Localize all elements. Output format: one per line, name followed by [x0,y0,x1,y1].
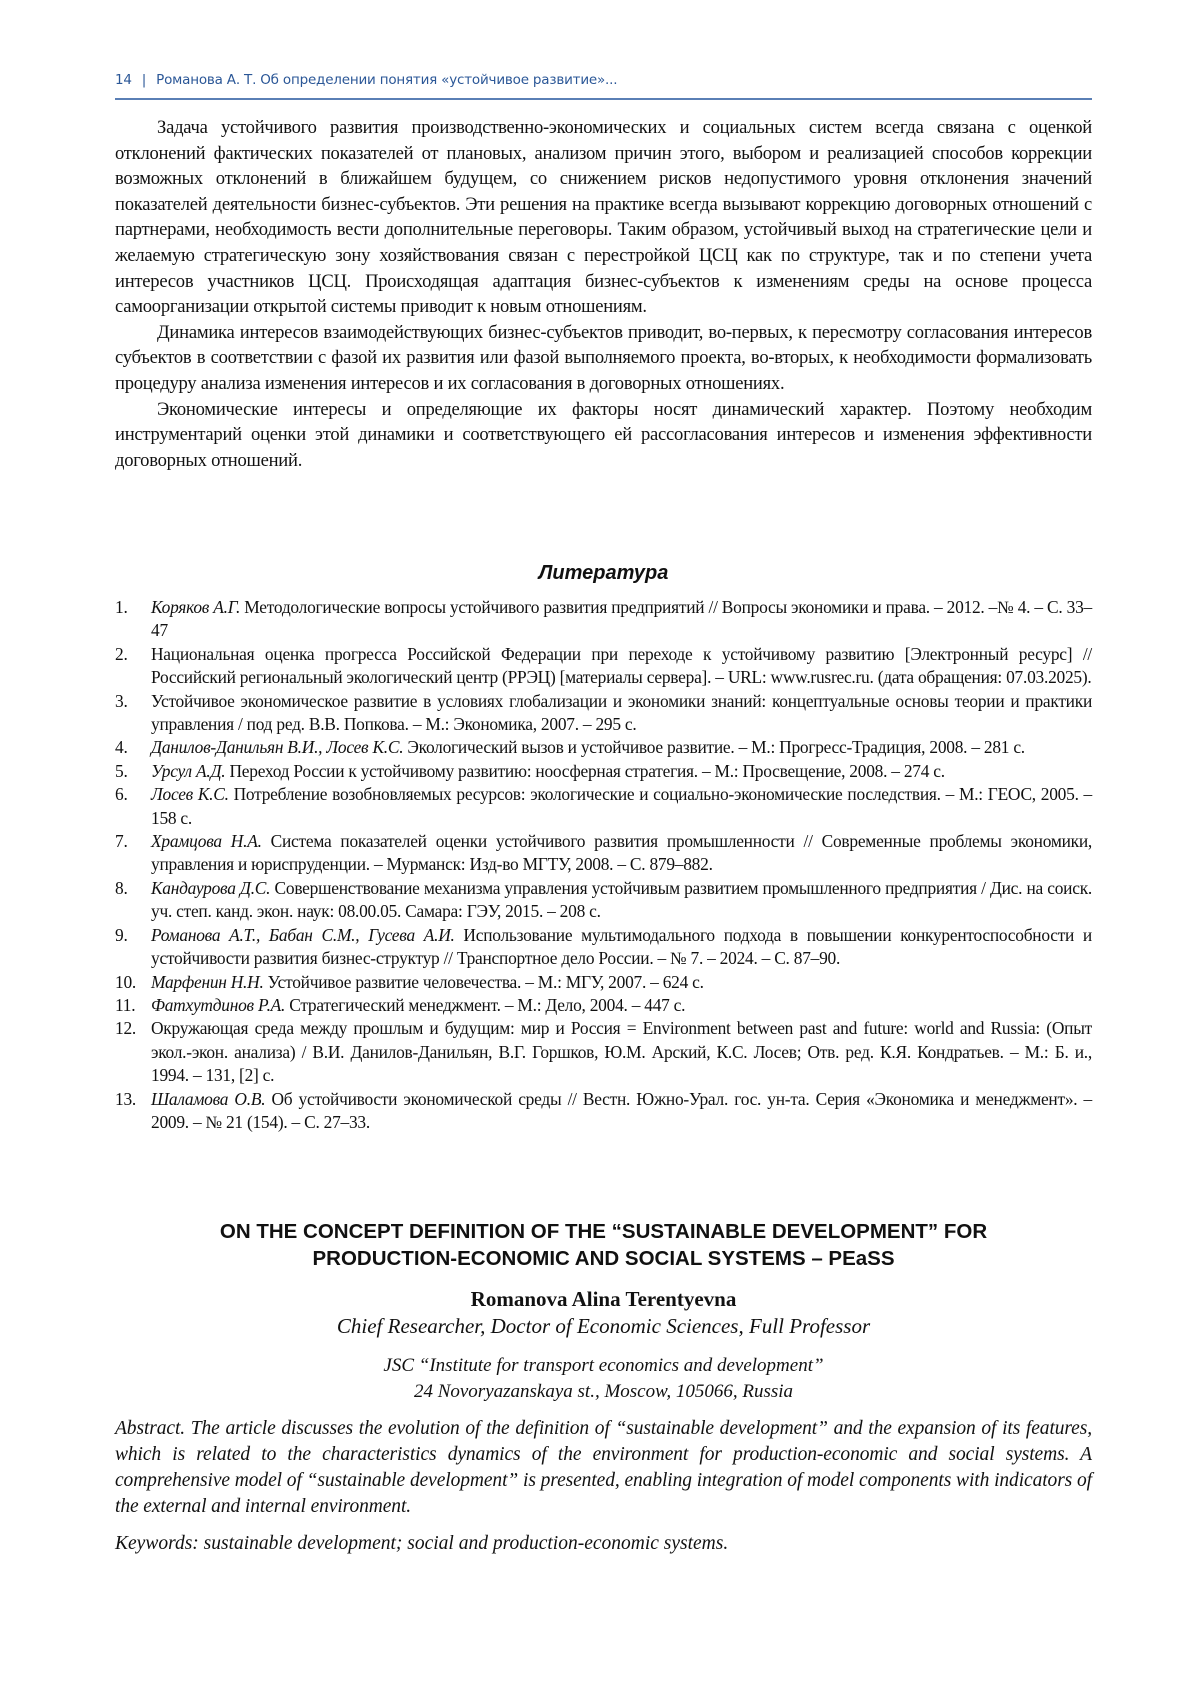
reference-number: 10. [115,971,136,992]
reference-number: 6. [115,784,128,805]
running-title: Романова А. Т. Об определении понятия «устойчивое развитие»... [156,72,618,88]
running-header [115,72,617,88]
reference-item [115,971,1092,994]
reference-text: Потребление возобновляемых ресурсов: экологические и социально-экономические последствия. – М.: ГЕОС, 2005. – 158 с. [151,784,1092,828]
reference-author: Марфенин Н.Н. [151,971,264,992]
reference-item [115,924,1092,971]
reference-item [115,690,1092,737]
reference-item [115,760,1092,783]
reference-text: Методологические вопросы устойчивого развития предприятий // Вопросы экономики и права. – 2012. –№ 4. – С. 33–47 [151,597,1092,641]
reference-number: 7. [115,831,128,852]
reference-number: 3. [115,690,128,711]
reference-author: Храмцова Н.А. [151,831,262,852]
reference-text: Стратегический менеджмент. – М.: Дело, 2004. – 447 с. [285,994,686,1015]
references-heading: Литература [538,562,669,584]
header-rule [115,98,1092,100]
reference-number: 11. [115,994,136,1015]
reference-text: Национальная оценка прогресса Российской Федерации при переходе к устойчивому развитию [Электронный ресурс] // Российский региональный экологический центр (РРЭЦ) [материалы сервера]. – URL: www.rusrec.ru. (дата обращения: 07.03.2025). [151,643,1092,688]
reference-item [115,994,1092,1017]
reference-author: Урсул А.Д. [151,760,226,781]
reference-number: 12. [115,1018,136,1039]
reference-author: Романова А.Т., Бабан С.М., Гусева А.И. [151,924,455,945]
english-title [115,1218,1092,1272]
reference-text: Совершенствование механизма управления устойчивым развитием промышленного предприятия / Дис. на соиск. уч. степ. канд. экон. наук: 08.00.05. Самара: ГЭУ, 2015. – 208 с. [151,877,1092,922]
reference-number: 4. [115,737,128,758]
abstract: Abstract. The article discusses the evolution of the definition of “sustainable development” and the expansion of its features, which is related to the characteristics dynamics of the environment for production-economic and social systems. A comprehensive model of “sustainable development” is presented, enabling integration of model components with indicators of the external and internal environment. [115,1418,1092,1517]
reference-text: Устойчивое развитие человечества. – М.: МГУ, 2007. – 624 с. [263,971,704,992]
reference-item [115,736,1092,759]
reference-text: Экологический вызов и устойчивое развитие. – М.: Прогресс-Традиция, 2008. – 281 с. [403,737,1025,758]
reference-text: Использование мультимодального подхода в повышении конкурентоспособности и устойчивости развития бизнес-структур // Транспортное дело России. – № 7. – 2024. – С. 87–90. [151,924,1092,969]
reference-number: 13. [115,1088,136,1109]
affiliation-address: 24 Novoryazanskaya st., Moscow, 105066, Russia [413,1381,794,1402]
reference-author: Коряков А.Г. [151,597,241,617]
reference-item [115,596,1092,643]
reference-number: 1. [115,597,128,617]
reference-text: Устойчивое экономическое развитие в условиях глобализации и экономики знаний: концептуальные основы теории и практики управления / под ред. В.В. Попкова. – М.: Экономика, 2007. – 295 с. [151,690,1092,735]
english-title-line: PRODUCTION-ECONOMIC AND SOCIAL SYSTEMS – PEaSS [312,1247,895,1270]
references-list [115,596,1092,1134]
keywords: Keywords: sustainable development; social and production-economic systems. [115,1533,729,1554]
reference-number: 8. [115,877,128,898]
reference-text: Переход России к устойчивому развитию: ноосферная стратегия. – М.: Просвещение, 2008. – 274 с. [225,760,945,781]
reference-text: Окружающая среда между прошлым и будущим: мир и Россия = Environment between past and future: world and Russia: (Опыт экол.-экон. анализа) / В.И. Данилов-Данильян, В.Г. Горшков, Ю.М. Арский, К.С. Лосев; Отв. ред. К.Я. Кондратьев. – М.: Б. и., 1994. – 131, [2] с. [151,1018,1092,1086]
reference-item [115,643,1092,690]
body-text [115,115,1092,473]
author-position: Chief Researcher, Doctor of Economic Sciences, Full Professor [336,1314,871,1338]
affiliation-name: JSC “Institute for transport economics and development” [383,1355,824,1376]
reference-item [115,830,1092,877]
reference-author: Данилов-Данильян В.И., Лосев К.С. [151,737,404,758]
reference-text: Об устойчивости экономической среды // Вестн. Южно-Урал. гос. ун-та. Серия «Экономика и менеджмент». – 2009. – № 21 (154). – С. 27–33. [151,1088,1092,1132]
reference-number: 9. [115,924,128,945]
reference-number: 5. [115,760,128,781]
paragraph: Экономические интересы и определяющие их факторы носят динамический характер. Поэтому необходим инструментарий оценки этой динамики и соответствующего ей рассогласования интересов и изменения эффективности договорных отношений. [115,398,1092,471]
reference-author: Кандаурова Д.С. [151,877,271,898]
reference-item [115,1017,1092,1087]
reference-number: 2. [115,643,128,664]
page-number: 14 [115,72,132,88]
reference-item [115,1088,1092,1135]
author-name: Romanova Alina Terentyevna [470,1287,737,1311]
paragraph: Задача устойчивого развития производственно-экономических и социальных систем всегда связана с оценкой отклонений фактических показателей от плановых, анализом причин этого, выбором и реализацией способов коррекции возможных отклонений в ближайшем будущем, со снижением рисков недопустимого уровня отклонения значений показателей деятельности бизнес-субъектов. Эти решения на практике всегда вызывают коррекцию договорных отношений с партнерами, необходимость вести дополнительные переговоры. Таким образом, устойчивый выход на стратегические цели и желаемую стратегическую зону хозяйствования связан с перестройкой ЦСЦ как по структуре, так и по степени учета интересов участников ЦСЦ. Происходящая адаптация бизнес-субъектов к изменениям среды на основе процесса самоорганизации открытой системы приводит к новым отношениям. [115,117,1092,318]
reference-item [115,877,1092,924]
reference-author: Лосев К.С. [151,784,229,805]
affiliation [115,1353,1092,1405]
paragraph: Динамика интересов взаимодействующих бизнес-субъектов приводит, во-первых, к пересмотру согласования интересов субъектов в соответствии с фазой их развития или фазой выполняемого проекта, во-вторых, к необходимости формализовать процедуру анализа изменения интересов и их согласования в договорных отношениях. [115,321,1092,394]
reference-item [115,783,1092,830]
english-title-line: ON THE CONCEPT DEFINITION OF THE “SUSTAINABLE DEVELOPMENT” FOR [219,1220,988,1243]
reference-author: Шаламова О.В. [151,1088,266,1109]
reference-author: Фатхутдинов Р.А. [151,994,286,1015]
reference-text: Система показателей оценки устойчивого развития промышленности // Современные проблемы экономики, управления и юриспруденции. – Мурманск: Изд-во МГТУ, 2008. – С. 879–882. [151,831,1092,875]
header-separator: | [141,72,147,88]
